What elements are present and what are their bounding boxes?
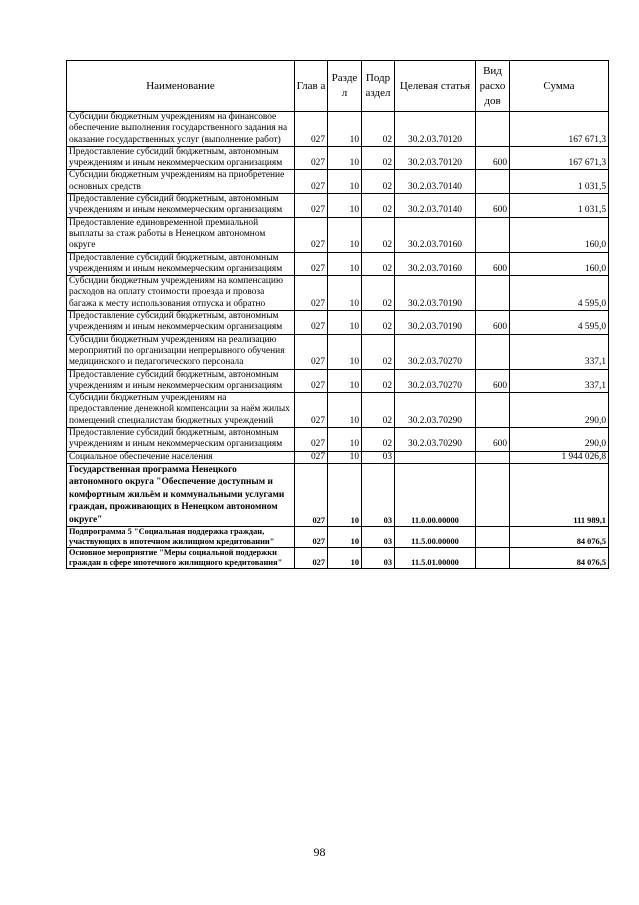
row-razdel: 10	[328, 252, 362, 276]
row-name: Предоставление субсидий бюджетным, автономным учреждениям и иным некоммерческим организациям	[67, 428, 295, 452]
row-glava: 027	[295, 170, 328, 194]
row-name: Предоставление субсидий бюджетным, автономным учреждениям и иным некоммерческим организациям	[67, 252, 295, 276]
row-statya: 30.2.03.70290	[395, 393, 476, 428]
row-statya: 30.2.03.70190	[395, 311, 476, 335]
row-razdel: 10	[328, 170, 362, 194]
row-glava: 027	[295, 451, 328, 463]
row-glava: 027	[295, 527, 328, 548]
row-name: Предоставление субсидий бюджетным, автономным учреждениям и иным некоммерческим организациям	[67, 146, 295, 170]
table-row	[67, 393, 609, 428]
row-vid: 600	[476, 146, 510, 170]
row-statya: 30.2.03.70160	[395, 252, 476, 276]
row-razdel: 10	[328, 276, 362, 311]
row-statya: 30.2.03.70140	[395, 194, 476, 218]
table-row	[67, 276, 609, 311]
row-statya: 30.2.03.70270	[395, 369, 476, 393]
row-razdel: 10	[328, 217, 362, 252]
header-podrazdel: Подр аздел	[362, 61, 395, 112]
row-name: Подпрограмма 5 "Социальная поддержка граждан, участвующих в ипотечном жилищном кредитовании"	[67, 527, 295, 548]
row-glava: 027	[295, 112, 328, 147]
row-summa: 167 671,3	[510, 112, 609, 147]
row-podrazdel: 02	[362, 369, 395, 393]
row-name: Субсидии бюджетным учреждениям на предоставление денежной компенсации за наём жилых помещений специалистам бюджетных учреждений	[67, 393, 295, 428]
table-row	[67, 217, 609, 252]
page-number: 98	[313, 845, 326, 859]
row-name: Предоставление субсидий бюджетным, автономным учреждениям и иным некоммерческим организациям	[67, 194, 295, 218]
row-summa: 111 989,1	[510, 463, 609, 527]
row-razdel: 10	[328, 334, 362, 369]
row-podrazdel: 02	[362, 112, 395, 147]
row-razdel: 10	[328, 369, 362, 393]
table-row	[67, 252, 609, 276]
row-podrazdel: 02	[362, 146, 395, 170]
row-statya: 11.5.01.00000	[395, 548, 476, 569]
row-vid	[476, 393, 510, 428]
table-header-row	[67, 61, 609, 112]
row-summa: 290,0	[510, 428, 609, 452]
row-glava: 027	[295, 369, 328, 393]
table-row	[67, 146, 609, 170]
row-summa: 4 595,0	[510, 311, 609, 335]
row-glava: 027	[295, 548, 328, 569]
row-name: Субсидии бюджетным учреждениям на компенсацию расходов на оплату стоимости проезда и провоза багажа к месту использования отпуска и обратно	[67, 276, 295, 311]
table-row	[67, 428, 609, 452]
header-vid: Вид расхо дов	[476, 61, 510, 112]
row-name: Предоставление единовременной премиальной выплаты за стаж работы в Ненецком автономном округе	[67, 217, 295, 252]
row-glava: 027	[295, 428, 328, 452]
row-name: Субсидии бюджетным учреждениям на реализацию мероприятий по организации непрерывного обучения медицинского и педагогического персонала	[67, 334, 295, 369]
row-summa: 167 671,3	[510, 146, 609, 170]
row-name: Государственная программа Ненецкого автономного округа "Обеспечение доступным и комфортным жильём и коммунальными услугами граждан, проживающих в Ненецком автономном округе"	[67, 463, 295, 527]
row-vid	[476, 334, 510, 369]
row-summa: 4 595,0	[510, 276, 609, 311]
row-podrazdel: 02	[362, 276, 395, 311]
row-razdel: 10	[328, 428, 362, 452]
row-razdel: 10	[328, 146, 362, 170]
row-name: Предоставление субсидий бюджетным, автономным учреждениям и иным некоммерческим организациям	[67, 369, 295, 393]
row-name: Основное мероприятие "Меры социальной поддержки граждан в сфере ипотечного жилищного кредитования"	[67, 548, 295, 569]
row-glava: 027	[295, 194, 328, 218]
row-vid	[476, 276, 510, 311]
row-summa: 1 031,5	[510, 170, 609, 194]
header-summa: Сумма	[510, 61, 609, 112]
header-name: Наименование	[67, 61, 295, 112]
header-razdel: Разде л	[328, 61, 362, 112]
table-row	[67, 334, 609, 369]
table-row	[67, 311, 609, 335]
table-row	[67, 170, 609, 194]
row-statya: 11.0.00.00000	[395, 463, 476, 527]
row-statya	[395, 451, 476, 463]
row-podrazdel: 02	[362, 334, 395, 369]
table-row	[67, 194, 609, 218]
row-statya: 30.2.03.70190	[395, 276, 476, 311]
table-row	[67, 463, 609, 527]
row-statya: 30.2.03.70270	[395, 334, 476, 369]
row-razdel: 10	[328, 451, 362, 463]
row-vid	[476, 548, 510, 569]
row-glava: 027	[295, 217, 328, 252]
row-statya: 30.2.03.70160	[395, 217, 476, 252]
row-podrazdel: 02	[362, 194, 395, 218]
row-summa: 160,0	[510, 252, 609, 276]
row-vid	[476, 217, 510, 252]
row-razdel: 10	[328, 112, 362, 147]
row-podrazdel: 03	[362, 548, 395, 569]
row-statya: 30.2.03.70120	[395, 146, 476, 170]
row-podrazdel: 02	[362, 393, 395, 428]
table-row	[67, 548, 609, 569]
row-glava: 027	[295, 393, 328, 428]
row-name: Субсидии бюджетным учреждениям на финансовое обеспечение выполнения государственного задания на оказание государственных услуг (выполнение работ)	[67, 112, 295, 147]
row-glava: 027	[295, 311, 328, 335]
row-podrazdel: 03	[362, 463, 395, 527]
row-vid: 600	[476, 428, 510, 452]
table-row	[67, 369, 609, 393]
row-razdel: 10	[328, 194, 362, 218]
row-podrazdel: 02	[362, 311, 395, 335]
row-statya: 30.2.03.70290	[395, 428, 476, 452]
row-name: Субсидии бюджетным учреждениям на приобретение основных средств	[67, 170, 295, 194]
budget-table	[66, 60, 609, 569]
row-name: Социальное обеспечение населения	[67, 451, 295, 463]
row-name: Предоставление субсидий бюджетным, автономным учреждениям и иным некоммерческим организациям	[67, 311, 295, 335]
row-glava: 027	[295, 146, 328, 170]
row-razdel: 10	[328, 393, 362, 428]
row-podrazdel: 03	[362, 527, 395, 548]
row-summa: 1 031,5	[510, 194, 609, 218]
row-vid: 600	[476, 252, 510, 276]
row-summa: 84 076,5	[510, 527, 609, 548]
row-vid	[476, 463, 510, 527]
row-podrazdel: 03	[362, 451, 395, 463]
row-summa: 84 076,5	[510, 548, 609, 569]
row-razdel: 10	[328, 527, 362, 548]
row-statya: 30.2.03.70140	[395, 170, 476, 194]
row-summa: 1 944 026,8	[510, 451, 609, 463]
row-vid: 600	[476, 194, 510, 218]
header-statya: Целевая статья	[395, 61, 476, 112]
row-glava: 027	[295, 334, 328, 369]
row-statya: 11.5.00.00000	[395, 527, 476, 548]
row-podrazdel: 02	[362, 428, 395, 452]
row-vid	[476, 112, 510, 147]
row-podrazdel: 02	[362, 170, 395, 194]
row-vid: 600	[476, 311, 510, 335]
row-razdel: 10	[328, 311, 362, 335]
table-row	[67, 527, 609, 548]
row-statya: 30.2.03.70120	[395, 112, 476, 147]
row-summa: 337,1	[510, 334, 609, 369]
row-glava: 027	[295, 463, 328, 527]
row-summa: 337,1	[510, 369, 609, 393]
row-vid	[476, 527, 510, 548]
row-summa: 290,0	[510, 393, 609, 428]
header-glava: Глав а	[295, 61, 328, 112]
row-razdel: 10	[328, 548, 362, 569]
row-glava: 027	[295, 276, 328, 311]
row-vid	[476, 170, 510, 194]
table-row	[67, 112, 609, 147]
table-row	[67, 451, 609, 463]
row-vid: 600	[476, 369, 510, 393]
row-podrazdel: 02	[362, 252, 395, 276]
row-podrazdel: 02	[362, 217, 395, 252]
row-vid	[476, 451, 510, 463]
row-summa: 160,0	[510, 217, 609, 252]
row-razdel: 10	[328, 463, 362, 527]
row-glava: 027	[295, 252, 328, 276]
